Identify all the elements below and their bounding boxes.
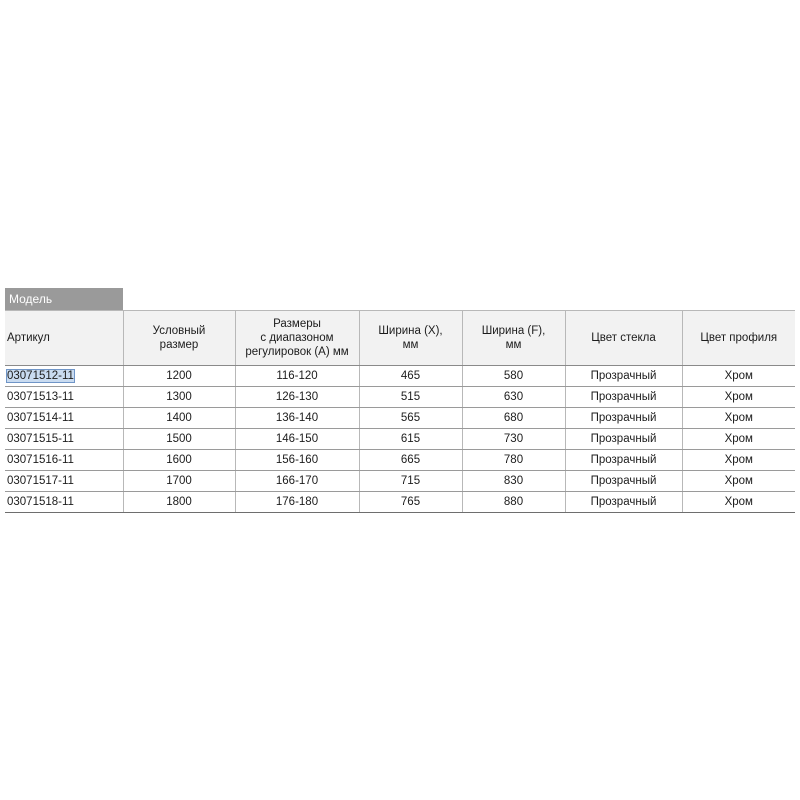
cell-nominal-size: 1300: [123, 387, 235, 408]
cell-profile-color: Хром: [682, 366, 795, 387]
col-header-nominal-size: Условный размер: [123, 311, 235, 366]
cell-width-f: 830: [462, 471, 565, 492]
col-header-width-x: Ширина (X), мм: [359, 311, 462, 366]
cell-width-x: 615: [359, 429, 462, 450]
col-header-adjust-range: Размеры с диапазоном регулировок (А) мм: [235, 311, 359, 366]
table-row[interactable]: [5, 408, 795, 429]
table-row[interactable]: [5, 471, 795, 492]
cell-glass-color: Прозрачный: [565, 408, 682, 429]
cell-width-x: 665: [359, 450, 462, 471]
cell-adjust-range: 116-120: [235, 366, 359, 387]
cell-nominal-size: 1200: [123, 366, 235, 387]
cell-profile-color: Хром: [682, 387, 795, 408]
cell-article[interactable]: 03071513-11: [5, 387, 123, 408]
col-header-article: Артикул: [5, 311, 123, 366]
cell-profile-color: Хром: [682, 429, 795, 450]
cell-profile-color: Хром: [682, 471, 795, 492]
cell-nominal-size: 1500: [123, 429, 235, 450]
cell-article[interactable]: 03071515-11: [5, 429, 123, 450]
cell-nominal-size: 1600: [123, 450, 235, 471]
cell-width-x: 515: [359, 387, 462, 408]
cell-width-x: 715: [359, 471, 462, 492]
model-tab: Модель: [5, 288, 123, 310]
table-row[interactable]: [5, 366, 795, 387]
cell-width-f: 630: [462, 387, 565, 408]
col-header-glass-color: Цвет стекла: [565, 311, 682, 366]
header-row: [5, 311, 795, 366]
col-header-width-f: Ширина (F), мм: [462, 311, 565, 366]
table-row[interactable]: [5, 387, 795, 408]
spec-table-container: [5, 288, 795, 513]
cell-width-f: 880: [462, 492, 565, 513]
cell-article[interactable]: [5, 366, 123, 387]
cell-width-f: 680: [462, 408, 565, 429]
cell-profile-color: Хром: [682, 450, 795, 471]
cell-glass-color: Прозрачный: [565, 387, 682, 408]
cell-glass-color: Прозрачный: [565, 471, 682, 492]
table-row[interactable]: [5, 429, 795, 450]
cell-profile-color: Хром: [682, 408, 795, 429]
cell-article[interactable]: 03071514-11: [5, 408, 123, 429]
cell-nominal-size: 1700: [123, 471, 235, 492]
cell-profile-color: Хром: [682, 492, 795, 513]
cell-width-x: 465: [359, 366, 462, 387]
cell-glass-color: Прозрачный: [565, 366, 682, 387]
cell-width-x: 765: [359, 492, 462, 513]
spec-table: [5, 310, 795, 513]
cell-adjust-range: 146-150: [235, 429, 359, 450]
cell-adjust-range: 136-140: [235, 408, 359, 429]
cell-article[interactable]: 03071517-11: [5, 471, 123, 492]
table-row[interactable]: [5, 492, 795, 513]
cell-nominal-size: 1800: [123, 492, 235, 513]
cell-adjust-range: 156-160: [235, 450, 359, 471]
cell-nominal-size: 1400: [123, 408, 235, 429]
cell-article[interactable]: 03071516-11: [5, 450, 123, 471]
cell-adjust-range: 126-130: [235, 387, 359, 408]
cell-width-f: 780: [462, 450, 565, 471]
col-header-profile-color: Цвет профиля: [682, 311, 795, 366]
cell-width-x: 565: [359, 408, 462, 429]
cell-glass-color: Прозрачный: [565, 429, 682, 450]
cell-adjust-range: 176-180: [235, 492, 359, 513]
cell-width-f: 730: [462, 429, 565, 450]
cell-glass-color: Прозрачный: [565, 492, 682, 513]
cell-article[interactable]: 03071518-11: [5, 492, 123, 513]
cell-glass-color: Прозрачный: [565, 450, 682, 471]
selected-article-text[interactable]: 03071512-11: [7, 370, 74, 382]
table-row[interactable]: [5, 450, 795, 471]
cell-adjust-range: 166-170: [235, 471, 359, 492]
cell-width-f: 580: [462, 366, 565, 387]
